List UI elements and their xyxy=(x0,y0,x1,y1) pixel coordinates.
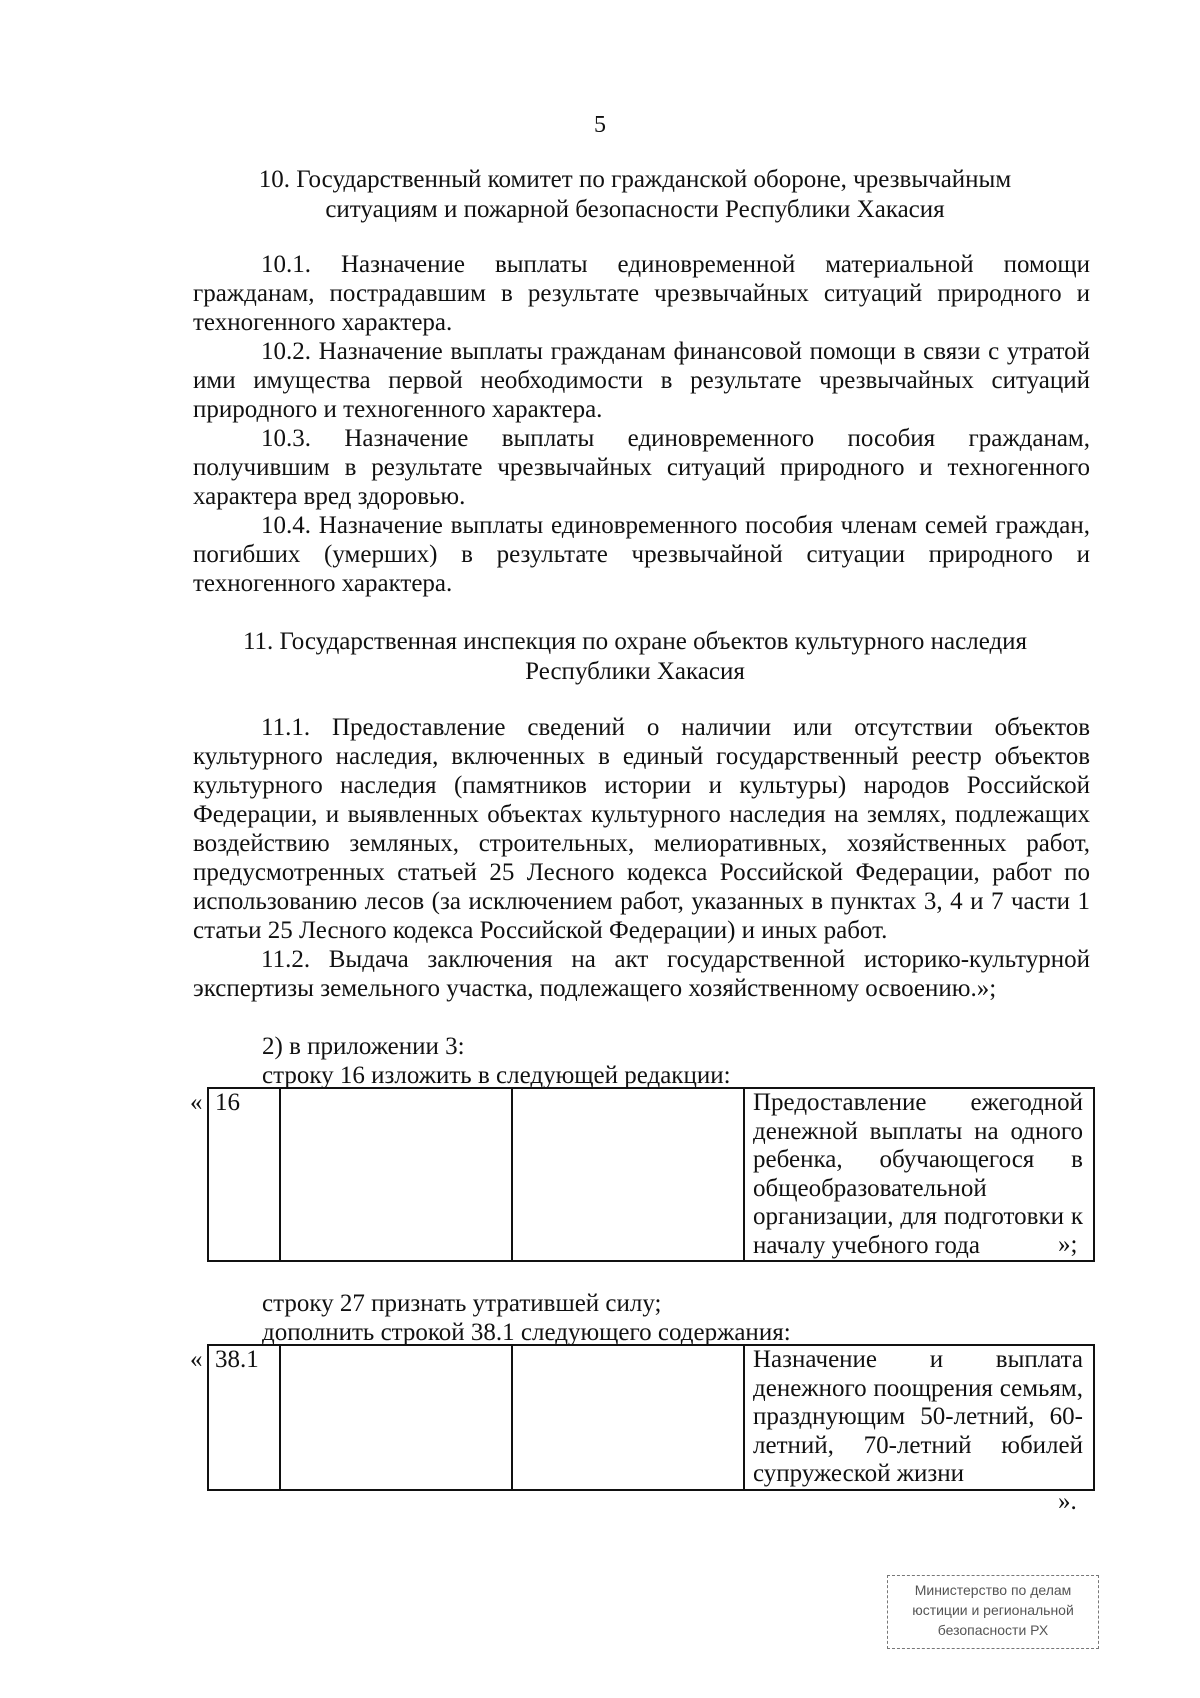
row-38-number: 38.1 xyxy=(208,1345,280,1490)
item-11-1: 11.1. Предоставление сведений о наличии или отсутствии объектов культурного наследия, включенных в единый государственный реестр объектов культурного наследия (памятников истории и культуры) народов Российской Федерации, и выявленных объектах культурного наследия на землях, подлежащих воздействию земляных, строительных, мелиоративных, хозяйственных работ, предусмотренных статьей 25 Лесного кодекса Российской Федерации, работ по использованию лесов (за исключением работ, указанных в пунктах 3, 4 и 7 части 1 статьи 25 Лесного кодекса Российской Федерации) и иных работ. xyxy=(193,714,1090,944)
section-10-heading xyxy=(180,165,1090,225)
row-16-instruction: строку 16 изложить в следующей редакции: xyxy=(262,1062,731,1089)
section-11-heading xyxy=(180,627,1090,687)
row-16-table xyxy=(207,1087,1095,1262)
row-38-open-quote: « xyxy=(190,1346,203,1373)
table-row xyxy=(208,1345,1094,1490)
item-10-2: 10.2. Назначение выплаты гражданам финансовой помощи в связи с утратой ими имущества первой необходимости в результате чрезвычайных ситуаций природного и техногенного характера. xyxy=(193,338,1090,423)
row-38-empty-cell xyxy=(280,1345,512,1490)
page-number: 5 xyxy=(594,112,606,138)
row-27-instruction: строку 27 признать утратившей силу; xyxy=(262,1290,662,1317)
stamp-line-3: безопасности РХ xyxy=(937,1622,1049,1638)
row-16-empty-cell xyxy=(512,1088,744,1261)
item-10-1: 10.1. Назначение выплаты единовременной материальной помощи гражданам, пострадавшим в результате чрезвычайных ситуаций природного и техногенного характера. xyxy=(193,251,1090,336)
row-38-close-quote: ». xyxy=(1058,1488,1077,1515)
row-16-empty-cell xyxy=(280,1088,512,1261)
table-row xyxy=(208,1088,1094,1261)
registration-stamp xyxy=(887,1575,1099,1649)
item-10-3: 10.3. Назначение выплаты единовременного пособия гражданам, получившим в результате чрезвычайных ситуаций природного и техногенного характера вред здоровью. xyxy=(193,425,1090,510)
stamp-line-1: Министерство по делам xyxy=(914,1582,1072,1598)
row-16-description: Предоставление ежегодной денежной выплаты на одного ребенка, обучающегося в общеобразовательной организации, для подготовки к началу учебного года xyxy=(744,1088,1094,1261)
appendix-intro: 2) в приложении 3: xyxy=(262,1033,465,1060)
section-11-heading-line-2: Республики Хакасия xyxy=(525,658,745,685)
row-16-close-quote: »; xyxy=(1058,1231,1078,1258)
row-38-table xyxy=(207,1344,1095,1491)
row-38-empty-cell xyxy=(512,1345,744,1490)
item-11-2: 11.2. Выдача заключения на акт государственной историко-культурной экспертизы земельного участка, подлежащего хозяйственному освоению.»; xyxy=(193,946,1090,1002)
section-11-heading-line-1: 11. Государственная инспекция по охране объектов культурного наследия xyxy=(242,628,1028,655)
row-16-open-quote: « xyxy=(190,1089,203,1116)
row-38-description: Назначение и выплата денежного поощрения семьям, празднующим 50-летний, 60-летний, 70-летний юбилей супружеской жизни xyxy=(744,1345,1094,1490)
stamp-line-2: юстиции и региональной xyxy=(912,1602,1074,1618)
section-10-heading-line-1: 10. Государственный комитет по гражданской обороне, чрезвычайным xyxy=(258,166,1012,193)
row-16-number: 16 xyxy=(208,1088,280,1261)
section-10-heading-line-2: ситуациям и пожарной безопасности Республики Хакасия xyxy=(325,196,945,223)
row-38-instruction: дополнить строкой 38.1 следующего содержания: xyxy=(262,1319,791,1346)
item-10-4: 10.4. Назначение выплаты единовременного пособия членам семей граждан, погибших (умерших) в результате чрезвычайной ситуации природного и техногенного характера. xyxy=(193,512,1090,597)
